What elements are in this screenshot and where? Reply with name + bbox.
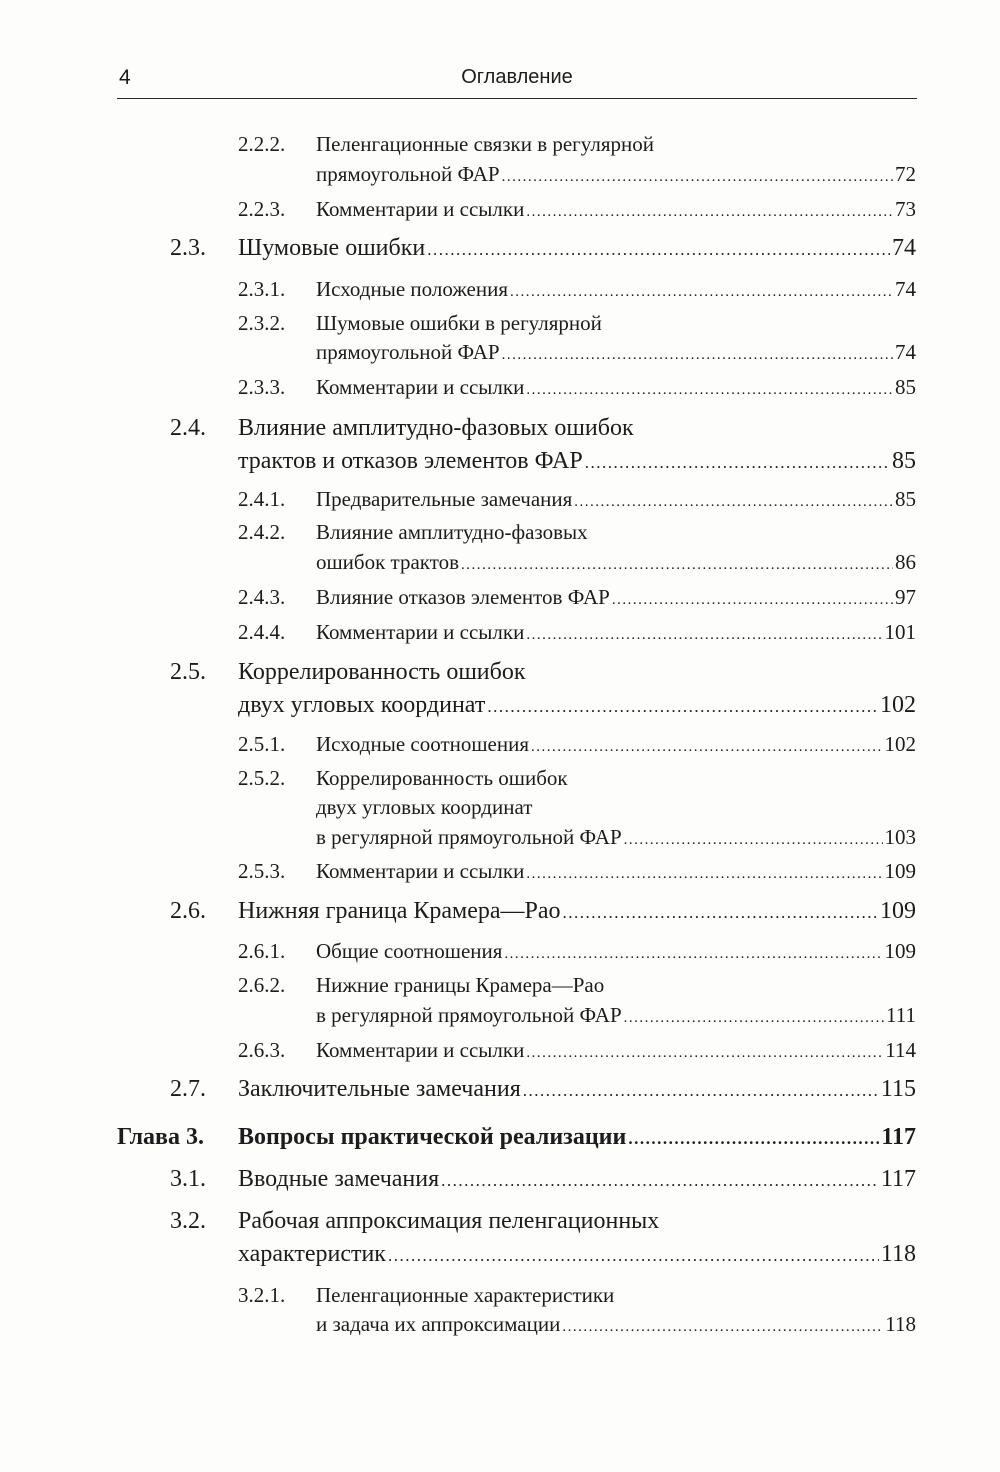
toc-entry-page: 102	[884, 732, 916, 756]
toc-entry-title: Исходные соотношения	[316, 732, 529, 756]
toc-entry-number: 2.4.3.	[238, 585, 286, 609]
toc-entry-title: Коррелированность ошибок	[238, 659, 526, 685]
toc-entry-row	[316, 1003, 916, 1028]
toc-entry-number: 3.1.	[170, 1166, 206, 1192]
toc-entry-title: двух угловых координат	[316, 795, 533, 819]
toc-entry-row	[316, 1038, 916, 1063]
dot-leader	[461, 557, 893, 574]
toc-entry-number: 2.4.	[170, 415, 206, 441]
toc-entry-page: 111	[886, 1003, 916, 1027]
dot-leader	[526, 204, 893, 221]
toc-entry-row	[316, 487, 916, 512]
toc-entry-number: 2.6.3.	[238, 1038, 286, 1062]
toc-entry-page: 102	[880, 692, 916, 718]
toc-entry-number: 2.5.3.	[238, 859, 286, 883]
toc-entry-row	[316, 732, 916, 757]
toc-entry-title: в регулярной прямоугольной ФАР	[316, 1003, 622, 1027]
toc-entry-page: 74	[892, 235, 916, 261]
toc-entry-page: 101	[884, 620, 916, 644]
toc-entry-title: прямоугольной ФАР	[316, 162, 500, 186]
toc-entry-number: 2.5.2.	[238, 766, 286, 790]
toc-entry-number: 2.4.1.	[238, 487, 286, 511]
toc-entry-number: 2.6.1.	[238, 939, 286, 963]
dot-leader	[531, 739, 883, 756]
toc-entry-row	[238, 1076, 916, 1103]
toc-entry-page: 109	[880, 898, 916, 924]
toc-entry-title: Шумовые ошибки в регулярной	[316, 311, 602, 335]
toc-entry-title: в регулярной прямоугольной ФАР	[316, 825, 622, 849]
toc-entry-page: 115	[880, 1076, 916, 1102]
dot-leader	[526, 627, 882, 644]
toc-entry-row	[316, 550, 916, 575]
dot-leader	[574, 494, 893, 511]
dot-leader	[427, 240, 890, 260]
dot-leader	[585, 453, 890, 473]
toc-entry-title: трактов и отказов элементов ФАР	[238, 448, 583, 474]
dot-leader	[563, 903, 878, 923]
toc-entry-number: 2.2.3.	[238, 197, 286, 221]
toc-entry-row	[316, 197, 916, 222]
toc-entry-page: 109	[884, 859, 916, 883]
toc-entry-row	[238, 1166, 916, 1193]
dot-leader	[523, 1081, 879, 1101]
toc-entry-page: 85	[895, 375, 916, 399]
toc-entry-page: 118	[880, 1241, 916, 1267]
toc-entry-title: Комментарии и ссылки	[316, 620, 525, 644]
toc-entry-number: 2.3.1.	[238, 277, 286, 301]
toc-entry-row	[238, 235, 916, 262]
toc-entry-page: 74	[895, 340, 916, 364]
toc-entry-title: Общие соотношения	[316, 939, 503, 963]
toc-entry-row	[316, 1312, 916, 1337]
dot-leader	[487, 697, 878, 717]
toc-entry-row	[238, 1124, 916, 1151]
toc-entry-number: Глава 3.	[117, 1124, 204, 1150]
toc-entry-title: Влияние амплитудно-фазовых	[316, 520, 588, 544]
toc-entry-number: 2.2.2.	[238, 132, 286, 156]
toc-entry-page: 74	[895, 277, 916, 301]
toc-entry-row	[316, 375, 916, 400]
toc-entry-page: 86	[895, 550, 916, 574]
dot-leader	[502, 169, 893, 186]
toc-entry-number: 2.5.	[170, 659, 206, 685]
toc-entry-title: Комментарии и ссылки	[316, 197, 525, 221]
toc-entry-title: ошибок трактов	[316, 550, 460, 574]
toc-entry-number: 2.5.1.	[238, 732, 286, 756]
toc-entry-title: Пеленгационные связки в регулярной	[316, 132, 654, 156]
toc-entry-number: 2.3.	[170, 235, 206, 261]
toc-entry-title: Пеленгационные характеристики	[316, 1283, 615, 1307]
page-number: 4	[119, 66, 131, 89]
toc-entry-number: 2.3.3.	[238, 375, 286, 399]
dot-leader	[388, 1246, 879, 1266]
toc-entry-title: Исходные положения	[316, 277, 509, 301]
toc-entry-page: 85	[892, 448, 916, 474]
toc-entry-row	[316, 340, 916, 365]
toc-entry-title: Нижняя граница Крамера—Рао	[238, 898, 561, 924]
toc-entry-title: Комментарии и ссылки	[316, 375, 525, 399]
toc-entry-row	[316, 825, 916, 850]
toc-entry-row	[238, 448, 916, 475]
toc-entry-page: 117	[881, 1124, 916, 1150]
toc-entry-title: Влияние отказов элементов ФАР	[316, 585, 610, 609]
toc-entry-row	[316, 859, 916, 884]
dot-leader	[510, 284, 893, 301]
toc-entry-title: Коррелированность ошибок	[316, 766, 568, 790]
toc-entry-title: Заключительные замечания	[238, 1076, 521, 1102]
dot-leader	[502, 347, 893, 364]
toc-entry-page: 117	[880, 1166, 916, 1192]
dot-leader	[526, 382, 893, 399]
toc-entry-page: 114	[885, 1038, 916, 1062]
toc-entry-page: 85	[895, 487, 916, 511]
toc-entry-title: Вопросы практической реализации	[238, 1124, 627, 1150]
dot-leader	[504, 946, 882, 963]
running-title: Оглавление	[461, 66, 573, 88]
toc-entry-number: 2.7.	[170, 1076, 206, 1102]
dot-leader	[628, 1129, 879, 1149]
toc-entry-row	[238, 692, 916, 719]
toc-entry-row	[238, 898, 916, 925]
dot-leader	[624, 1010, 884, 1027]
toc-entry-row	[316, 620, 916, 645]
toc-entry-number: 2.6.	[170, 898, 206, 924]
toc-entry-number: 2.4.4.	[238, 620, 286, 644]
toc-entry-title: Комментарии и ссылки	[316, 1038, 525, 1062]
dot-leader	[624, 832, 883, 849]
toc-entry-number: 2.3.2.	[238, 311, 286, 335]
dot-leader	[526, 1045, 883, 1062]
dot-leader	[441, 1171, 879, 1191]
toc-entry-title: Рабочая аппроксимация пеленгационных	[238, 1208, 660, 1234]
toc-entry-title: двух угловых координат	[238, 692, 486, 718]
dot-leader	[526, 866, 882, 883]
toc-entry-page: 72	[895, 162, 916, 186]
toc-entry-page: 109	[884, 939, 916, 963]
toc-entry-title: Комментарии и ссылки	[316, 859, 525, 883]
toc-entry-title: и задача их аппроксимации	[316, 1312, 561, 1336]
toc-entry-title: Шумовые ошибки	[238, 235, 426, 261]
toc-entry-title: Нижние границы Крамера—Рао	[316, 973, 605, 997]
toc-entry-title: Вводные замечания	[238, 1166, 440, 1192]
toc-entry-page: 103	[884, 825, 916, 849]
toc-entry-title: Предварительные замечания	[316, 487, 573, 511]
toc-entry-title: характеристик	[238, 1241, 386, 1267]
toc-entry-title: прямоугольной ФАР	[316, 340, 500, 364]
toc-entry-number: 3.2.1.	[238, 1283, 286, 1307]
toc-entry-row	[316, 939, 916, 964]
toc-entry-row	[316, 277, 916, 302]
page-header	[117, 64, 917, 99]
toc-entry-number: 3.2.	[170, 1208, 206, 1234]
toc-entry-page: 73	[895, 197, 916, 221]
dot-leader	[612, 592, 893, 609]
toc-entry-page: 97	[895, 585, 916, 609]
dot-leader	[562, 1319, 883, 1336]
toc-entry-row	[316, 585, 916, 610]
toc-entry-page: 118	[885, 1312, 916, 1336]
toc-entry-row	[316, 162, 916, 187]
toc-entry-number: 2.6.2.	[238, 973, 286, 997]
toc-entry-number: 2.4.2.	[238, 520, 286, 544]
toc-entry-row	[238, 1241, 916, 1268]
toc-entry-title: Влияние амплитудно-фазовых ошибок	[238, 415, 634, 441]
